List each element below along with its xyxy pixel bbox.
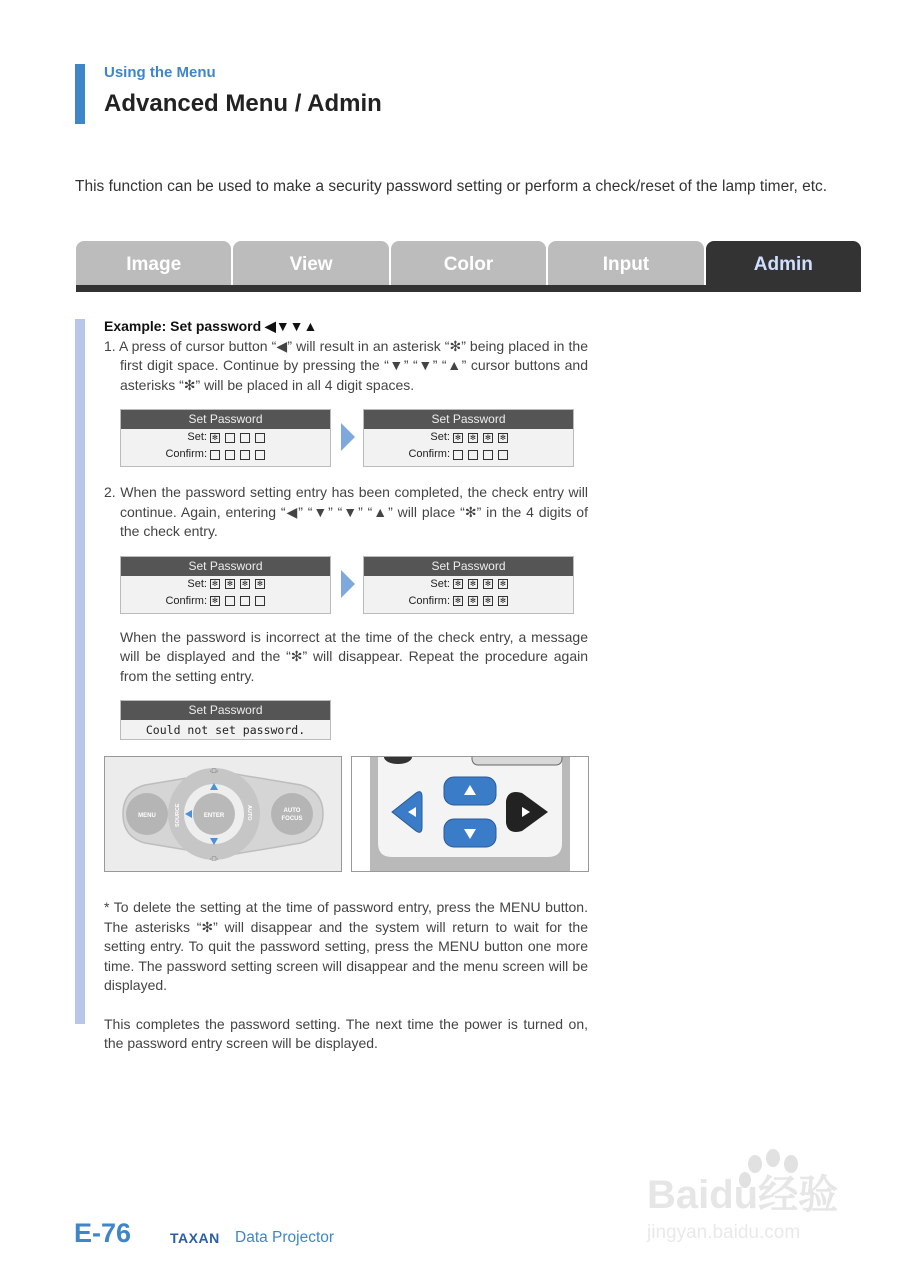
- tab-underline: [76, 285, 861, 292]
- password-screen: [120, 556, 331, 614]
- auto-label: AUTO: [246, 805, 252, 821]
- digit-box-filled: ✻: [468, 433, 478, 443]
- digit-box: [240, 596, 250, 606]
- top-right-key: [472, 757, 562, 765]
- set-label: Set:: [430, 431, 450, 443]
- example-title: Example: Set password ◀▼▼▲: [104, 318, 318, 334]
- set-label: Set:: [430, 577, 450, 590]
- digit-box-filled: ✻: [498, 579, 508, 589]
- footnote: * To delete the setting at the time of password entry, press the MENU button. The asterisks “✻” will disappear and the system will return to wait for the setting entry. To quit the password setting, press the MENU button one more time. The password setting screen will disappear and the menu screen will be displayed.: [104, 899, 588, 993]
- digit-box-filled: ✻: [210, 579, 220, 589]
- digit-box: [498, 450, 508, 460]
- digit-box-filled: ✻: [255, 579, 265, 589]
- set-row: [121, 429, 330, 446]
- digit-box: [255, 433, 265, 443]
- source-label: SOURCE: [175, 803, 181, 827]
- header-accent-bar: [75, 64, 85, 124]
- digit-box: [210, 450, 220, 460]
- menu-tabs: [76, 241, 861, 285]
- digit-box-filled: ✻: [210, 433, 220, 443]
- screen-title: Set Password: [121, 410, 330, 429]
- menu-key-label: MENU: [138, 813, 156, 819]
- set-label: Set:: [187, 577, 207, 590]
- digit-box: [225, 450, 235, 460]
- screen-title: Set Password: [364, 557, 573, 576]
- digit-box-filled: ✻: [498, 433, 508, 443]
- completion-text: This completes the password setting. The next time the power is turned on, the password entry screen will be displayed.: [104, 1015, 588, 1051]
- auto-focus-key: [271, 793, 313, 835]
- remote-control-svg: [352, 757, 588, 871]
- remote-images: [104, 756, 588, 872]
- step-2: 2. When the password setting entry has been completed, the check entry will continue. Again, entering “◀” “▼” “▼” “▲” will place “✻” in the 4 digits of the check entry.: [104, 484, 588, 539]
- error-message: Could not set password.: [145, 723, 306, 737]
- digit-box: [453, 450, 463, 460]
- screen-title: Set Password: [364, 410, 573, 429]
- digit-box: [468, 450, 478, 460]
- digit-box-filled: ✻: [468, 579, 478, 589]
- product-name: Data Projector: [235, 1229, 335, 1246]
- tab-image: Image: [76, 241, 231, 285]
- confirm-label: Confirm:: [165, 594, 207, 607]
- baidu-watermark: [645, 1140, 855, 1250]
- tab-admin: Admin: [706, 241, 861, 285]
- digit-box: [255, 596, 265, 606]
- enter-key-label: ENTER: [203, 813, 225, 819]
- confirm-row: [364, 446, 573, 463]
- content-accent-bar: [75, 319, 85, 1024]
- page-title: Advanced Menu / Admin: [104, 90, 382, 117]
- confirm-row: [121, 593, 330, 610]
- digit-box-filled: ✻: [210, 596, 220, 606]
- watermark-url: jingyan.baidu.com: [647, 1222, 801, 1243]
- digit-box-filled: ✻: [453, 579, 463, 589]
- digit-box-filled: ✻: [453, 433, 463, 443]
- step-1: 1. A press of cursor button “◀” will result in an asterisk “✻” being placed in the first digit space. Continue by pressing the “▼” “▼” “▲” cursor buttons and asterisks “✻” will be placed in all 4 digit spaces.: [104, 337, 588, 393]
- content-area: [104, 317, 588, 1054]
- screen-title: Set Password: [121, 701, 330, 720]
- confirm-label: Confirm:: [408, 594, 450, 607]
- brand-logo: TAXAN: [170, 1230, 220, 1246]
- digit-box: [240, 450, 250, 460]
- remote-control-image: [351, 756, 589, 872]
- set-row: [364, 576, 573, 593]
- incorrect-note: When the password is incorrect at the time of the check entry, a message will be displayed and the “✻” will disappear. Repeat the procedure again from the setting entry.: [120, 628, 588, 684]
- confirm-row: [364, 593, 573, 610]
- error-screen: [120, 700, 331, 740]
- page-number: E-76: [74, 1218, 132, 1248]
- watermark-title: Baidu经验: [647, 1173, 839, 1217]
- set-row: [364, 429, 573, 446]
- digit-box: [240, 433, 250, 443]
- screens-row-1: [120, 409, 588, 465]
- auto-focus-label-1: AUTO: [283, 808, 301, 814]
- intro-text: This function can be used to make a security password setting or perform a check/reset of the lamp timer, etc.: [75, 178, 828, 195]
- projector-panel-image: [104, 756, 342, 872]
- section-label: Using the Menu: [104, 64, 216, 81]
- digit-box-filled: ✻: [483, 579, 493, 589]
- tab-color: Color: [391, 241, 546, 285]
- confirm-label: Confirm:: [165, 448, 207, 460]
- digit-box-filled: ✻: [225, 579, 235, 589]
- set-row: [121, 576, 330, 593]
- tab-input: Input: [548, 241, 703, 285]
- error-screen-row: [120, 700, 588, 738]
- set-label: Set:: [187, 431, 207, 443]
- password-screen: [363, 409, 574, 467]
- digit-box: [225, 596, 235, 606]
- confirm-label: Confirm:: [408, 448, 450, 460]
- digit-box: [483, 450, 493, 460]
- digit-box-filled: ✻: [468, 596, 478, 606]
- confirm-row: [121, 446, 330, 463]
- tab-view: View: [233, 241, 388, 285]
- digit-box-filled: ✻: [483, 433, 493, 443]
- password-screen: [120, 409, 331, 467]
- digit-box-filled: ✻: [498, 596, 508, 606]
- keystone-up-icon: ·□·: [209, 768, 219, 775]
- digit-box: [255, 450, 265, 460]
- auto-focus-label-2: FOCUS: [281, 816, 303, 822]
- digit-box-filled: ✻: [453, 596, 463, 606]
- digit-box-filled: ✻: [240, 579, 250, 589]
- digit-box: [225, 433, 235, 443]
- password-screen: [363, 556, 574, 614]
- screen-title: Set Password: [121, 557, 330, 576]
- projector-panel-svg: [105, 757, 341, 871]
- digit-box-filled: ✻: [483, 596, 493, 606]
- keystone-down-icon: ·□·: [209, 856, 219, 863]
- screens-row-2: [120, 556, 588, 612]
- next-arrow-icon: [341, 423, 355, 451]
- next-arrow-icon: [341, 570, 355, 598]
